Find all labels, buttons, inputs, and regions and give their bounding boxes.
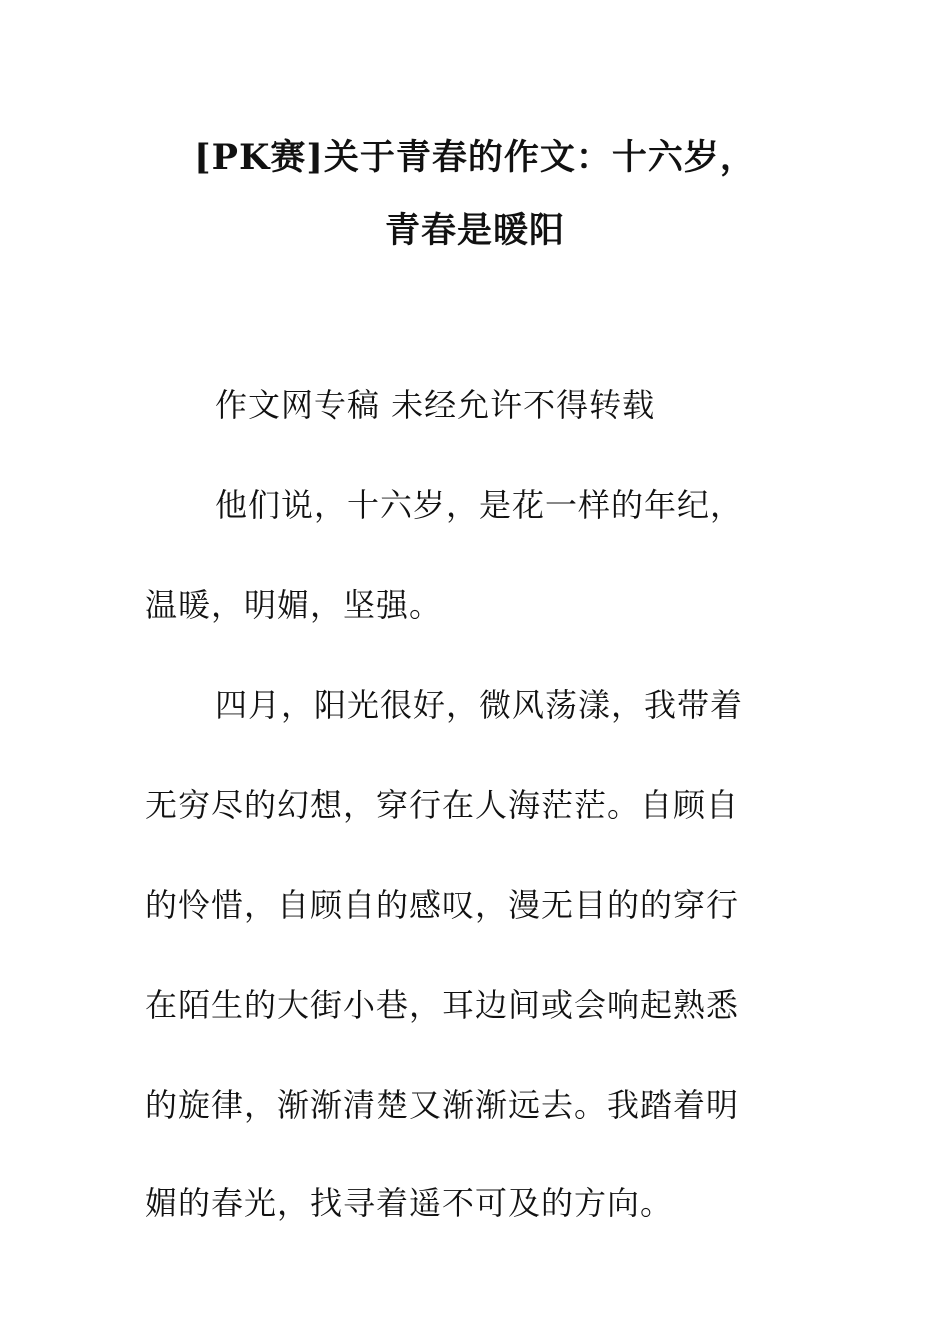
document-title-line-1: [PK赛]关于青春的作文：十六岁， (194, 137, 756, 178)
paragraph-line: 温暖，明媚，坚强。 (145, 586, 443, 624)
document-title-line-2: 青春是暖阳 (384, 210, 565, 251)
copyright-notice: 作文网专稿 未经允许不得转载 (215, 386, 656, 424)
paragraph-line: 四月，阳光很好，微风荡漾，我带着 (215, 686, 744, 724)
paragraph-line: 的旋律，渐渐清楚又渐渐远去。我踏着明 (145, 1086, 740, 1124)
paragraph-line: 无穷尽的幻想，穿行在人海茫茫。自顾自 (145, 786, 740, 824)
paragraph-line: 的怜惜，自顾自的感叹，漫无目的的穿行 (145, 886, 740, 924)
paragraph-line: 他们说，十六岁，是花一样的年纪， (215, 486, 744, 524)
paragraph-line: 在陌生的大街小巷，耳边间或会响起熟悉 (145, 986, 740, 1024)
paragraph-line: 媚的春光，找寻着遥不可及的方向。 (145, 1184, 674, 1222)
